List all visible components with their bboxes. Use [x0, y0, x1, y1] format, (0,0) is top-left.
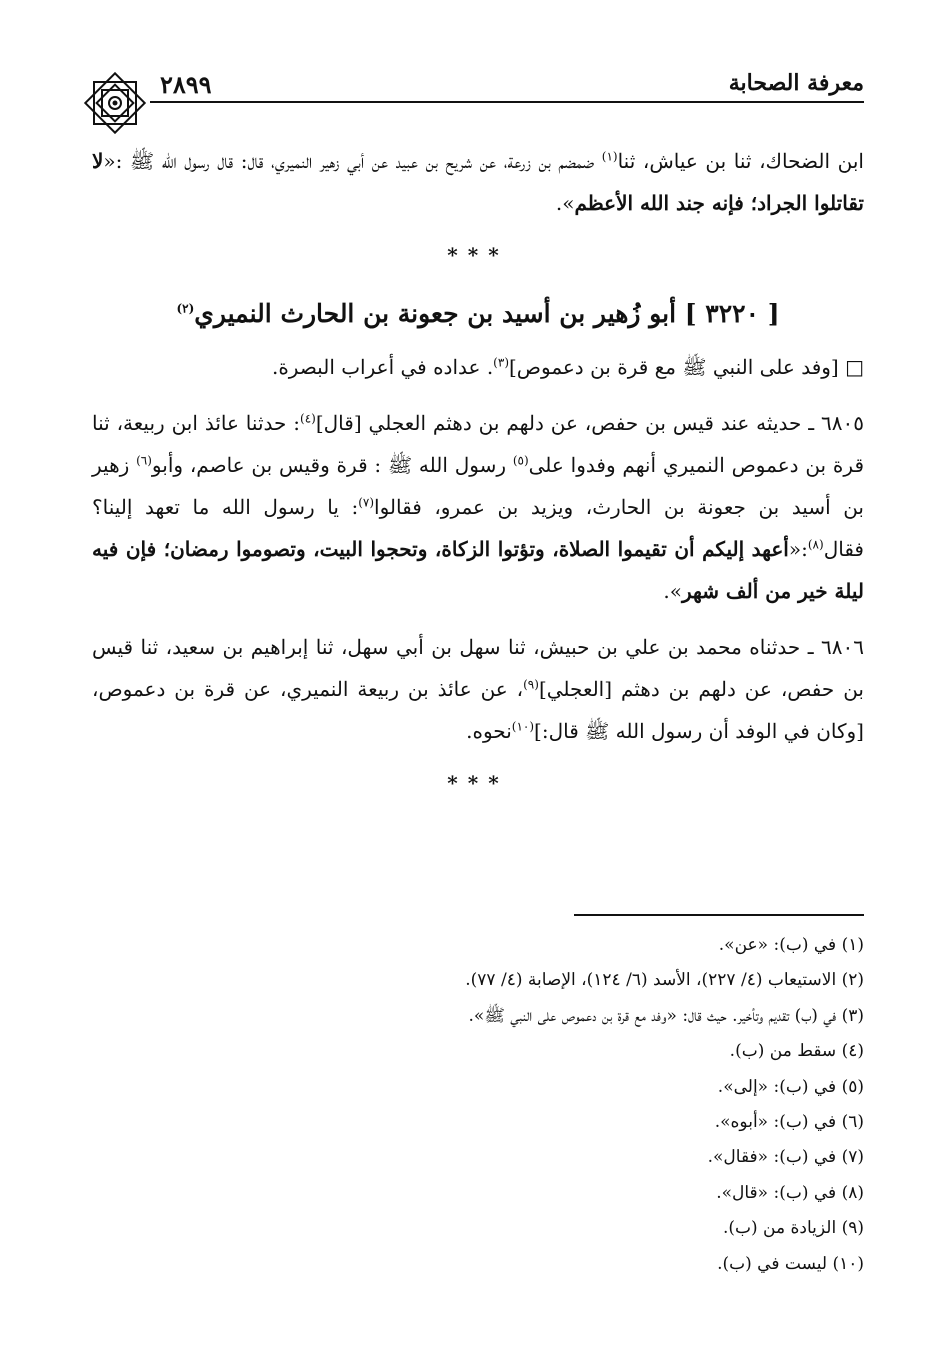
paragraph-1 [92, 140, 864, 224]
text-span: : حدثنا عائذ ابن ربيعة، ثنا قرة بن دعموص النميري أنهم وفدوا على [92, 411, 864, 477]
footnote-ref: (٨) [807, 537, 824, 552]
footnote-ref: (٣) [493, 355, 509, 370]
footnote-ref: (٩) [523, 677, 539, 692]
text-span: زهير بن أسيد بن جعونة بن الحارث، ويزيد بن عمرو، فقالوا [92, 453, 864, 519]
footnote: (٧) في (ب): «فقال». [707, 1147, 864, 1168]
text-span: نحوه. [466, 719, 512, 743]
footnote-ref: (١) [601, 149, 618, 164]
entry-heading [92, 286, 864, 342]
heading-text: [ ٣٢٢٠ ] أبو زُهير بن أسيد بن جعونة بن الحارث النميري [194, 299, 780, 328]
footnote: (٢) الاستيعاب (٤/ ٢٢٧)، الأسد (٦/ ١٢٤)، الإصابة (٤/ ٧٧). [465, 970, 864, 991]
footnote-ref: (٥) [512, 453, 529, 468]
text-span: :« [788, 537, 808, 561]
text-span: □ [وفد على النبي ﷺ مع قرة بن دعموص] [509, 355, 864, 379]
text-span: . عداده في أعراب البصرة. [271, 355, 494, 379]
section-separator: *** [447, 771, 509, 795]
paragraph-3 [92, 402, 864, 612]
islamic-star-ornament-icon [82, 70, 148, 136]
text-span: ابن الضحاك، ثنا بن عياش، ثنا [617, 149, 864, 173]
header-rule [150, 101, 864, 103]
text-span: ». [555, 191, 575, 215]
main-text [92, 140, 864, 814]
paragraph-2 [92, 346, 864, 388]
footnotes [92, 928, 864, 1282]
text-span: رسول الله ﷺ : قرة وقيس بن عاصم، وأبو [151, 453, 506, 477]
text-span: ، عن عائذ بن ربيعة النميري، عن قرة بن دعموص، [وكان في الوفد أن رسول الله ﷺ قال:] [92, 677, 864, 743]
hadith-text: لا تقاتلوا الجراد؛ فإنه جند الله الأعظم [92, 149, 864, 215]
footnote: (٨) في (ب): «قال». [716, 1182, 864, 1203]
footnote-ref: (٧) [358, 495, 375, 510]
footnote: (٥) في (ب): «إلى». [717, 1076, 864, 1097]
running-title: معرفة الصحابة [728, 70, 864, 96]
footnote: (٩) الزيادة من (ب). [722, 1218, 864, 1239]
footnote-ref: (٤) [300, 411, 316, 426]
footnote: (٣) في (ب) تقديم وتأخير. حيث قال: «وفد مع قرة بن دعموص على النبي ﷺ». [468, 1005, 864, 1026]
text-span: ٦٨٠٥ ـ حديثه عند قيس بن حفص، عن دلهم بن دهثم العجلي [قال] [315, 411, 864, 435]
paragraph-4 [92, 626, 864, 752]
footnote-rule [574, 914, 864, 916]
footnote: (٤) سقط من (ب). [729, 1041, 864, 1062]
footnote-ref: (١٠) [511, 719, 535, 734]
text-span: ٦٨٠٦ ـ حدثناه محمد بن علي بن حبيش، ثنا سهل بن أبي سهل، ثنا إبراهيم بن سعيد، ثنا قيس بن حفص، عن دلهم بن دهثم [العجلي] [92, 635, 864, 701]
page-number: ٢٨٩٩ [160, 70, 212, 99]
section-separator: *** [447, 243, 509, 267]
text-span: : يا رسول الله ما تعهد إلينا؟ فقال [92, 495, 864, 561]
footnote: (١٠) ليست في (ب). [717, 1253, 864, 1274]
footnote: (١) في (ب): «عن». [718, 935, 864, 955]
hadith-text: أعهد إليكم أن تقيموا الصلاة، وتؤتوا الزكاة، وتحجوا البيت، وتصوموا رمضان؛ فإن فيه ليلة خير من ألف شهر [92, 537, 864, 603]
text-span: ». [663, 579, 682, 603]
text-span: ضمضم بن زرعة، عن شريح بن عبيد عن أبي زهير النميري، قال: قال رسول الله ﷺ :« [103, 149, 595, 173]
footnote-ref: (٢) [176, 301, 195, 316]
footnote-ref: (٦) [136, 453, 152, 468]
footnote: (٦) في (ب): «أبوه». [714, 1112, 864, 1133]
